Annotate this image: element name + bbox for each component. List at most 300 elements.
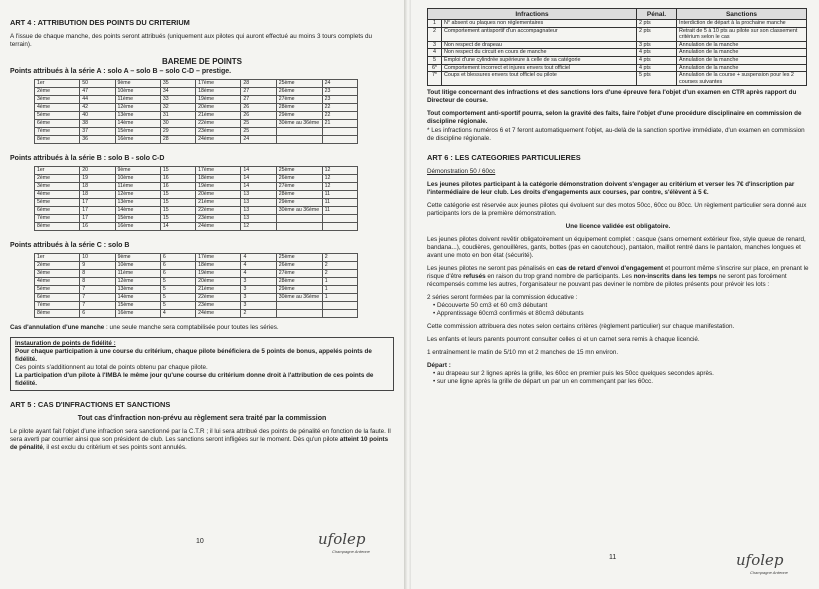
serie-b-table bbox=[34, 166, 358, 231]
rank-cell: 15ème bbox=[115, 128, 160, 136]
rank-cell: 6ème bbox=[35, 207, 80, 215]
rank-cell: 24ème bbox=[196, 136, 241, 144]
rank-cell: 26ème bbox=[276, 88, 322, 96]
serie-b-title: Points attribués à la série B : solo B - solo C-D bbox=[10, 155, 165, 162]
table-row bbox=[35, 286, 358, 294]
points-cell: 22 bbox=[322, 104, 357, 112]
annulation-label: Cas d'annulation d'une manche bbox=[10, 324, 105, 331]
points-cell: 27 bbox=[241, 96, 276, 104]
art5-subtitle: Tout cas d'infraction non-prévu au règlement sera traité par la commission bbox=[77, 415, 327, 422]
points-cell: 3 bbox=[241, 286, 276, 294]
table-row bbox=[35, 270, 358, 278]
rank-cell: 13ème bbox=[115, 199, 160, 207]
points-cell: 4 bbox=[160, 310, 195, 318]
table-row bbox=[35, 223, 358, 231]
fidelite-title: Instauration de points de fidélité : bbox=[15, 340, 116, 347]
points-cell: 18 bbox=[80, 191, 115, 199]
points-cell: 28 bbox=[241, 80, 276, 88]
rank-cell: 18ème bbox=[196, 88, 241, 96]
penalty-cell: 3 pts bbox=[637, 41, 677, 49]
rank-cell: 5ème bbox=[35, 112, 80, 120]
points-cell: 16 bbox=[80, 223, 115, 231]
table-row bbox=[35, 167, 358, 175]
points-cell: 6 bbox=[160, 270, 195, 278]
header-infractions: Infractions bbox=[428, 9, 637, 20]
table-row bbox=[428, 49, 807, 57]
rank-cell: 26ème bbox=[276, 262, 322, 270]
infraction-number: 6* bbox=[428, 64, 442, 72]
infraction-label: Emploi d'une cylindrée supérieure à celle de sa catégorie bbox=[442, 56, 637, 64]
rank-cell: 10ème bbox=[115, 175, 160, 183]
depart-list bbox=[433, 370, 809, 386]
ufolep-logo-left: ufolep bbox=[318, 530, 366, 548]
points-cell: 14 bbox=[241, 175, 276, 183]
points-cell: 27 bbox=[241, 88, 276, 96]
points-cell: 37 bbox=[80, 128, 115, 136]
penal-b: cas de retard d'envoi d'engagement bbox=[556, 265, 664, 273]
table-row bbox=[428, 56, 807, 64]
art4-title: ART 4 : ATTRIBUTION DES POINTS DU CRITERIUM bbox=[10, 18, 190, 27]
ufolep-logo-sub-left: Champagne Ardenne bbox=[332, 549, 370, 554]
rank-cell: 2ème bbox=[35, 262, 80, 270]
rank-cell bbox=[276, 136, 322, 144]
points-cell: 8 bbox=[80, 270, 115, 278]
table-row bbox=[35, 191, 358, 199]
table-row bbox=[35, 207, 358, 215]
penal-c: et pourront même s'inscrire sur place, en prenant le risque d'être bbox=[427, 265, 809, 281]
serie-a-table bbox=[34, 79, 358, 144]
art5-title: ART 5 : CAS D'INFRACTIONS ET SANCTIONS bbox=[10, 400, 171, 409]
rank-cell: 19ème bbox=[196, 270, 241, 278]
annulation bbox=[10, 324, 394, 332]
points-cell: 38 bbox=[80, 120, 115, 128]
rank-cell: 8ème bbox=[35, 223, 80, 231]
serie-c-title: Points attribués à la série C : solo B bbox=[10, 242, 130, 249]
rank-cell: 13ème bbox=[115, 286, 160, 294]
rank-cell: 30ème au 36ème bbox=[276, 294, 322, 302]
table-row bbox=[428, 72, 807, 86]
rank-cell: 27ème bbox=[276, 183, 322, 191]
fidelite-box bbox=[10, 337, 394, 391]
art5-text-bold: atteint 10 points de pénalité bbox=[10, 436, 389, 451]
points-cell: 8 bbox=[80, 278, 115, 286]
rank-cell: 22ème bbox=[196, 120, 241, 128]
points-cell: 4 bbox=[241, 254, 276, 262]
rank-cell: 6ème bbox=[35, 120, 80, 128]
note: * Les infractions numéros 6 et 7 feront automatiquement l'objet, au-delà de la sanction sportive immédiate, d'un examen en commission de discipline régionale. bbox=[427, 127, 805, 143]
points-cell: 15 bbox=[160, 191, 195, 199]
penalty-cell: 2 pts bbox=[637, 27, 677, 41]
series-item: • Découverte 50 cm3 et 60 cm3 débutant bbox=[433, 302, 809, 310]
points-cell: 16 bbox=[160, 183, 195, 191]
rank-cell: 4ème bbox=[35, 278, 80, 286]
rank-cell: 13ème bbox=[115, 112, 160, 120]
rank-cell: 15ème bbox=[115, 215, 160, 223]
points-cell: 7 bbox=[80, 286, 115, 294]
sanction-cell: Interdiction de départ à la prochaine manche bbox=[677, 20, 807, 28]
points-cell: 22 bbox=[322, 112, 357, 120]
rank-cell: 20ème bbox=[196, 278, 241, 286]
rank-cell bbox=[276, 302, 322, 310]
points-cell: 3 bbox=[241, 302, 276, 310]
sanction-cell: Annulation de la manche bbox=[677, 64, 807, 72]
penalty-cell: 2 pts bbox=[637, 20, 677, 28]
points-cell: 11 bbox=[322, 207, 357, 215]
points-cell: 3 bbox=[241, 294, 276, 302]
page-number-left: 10 bbox=[196, 538, 204, 545]
rank-cell: 20ème bbox=[196, 104, 241, 112]
infraction-label: Coups et blessures envers tout officiel ou pilote bbox=[442, 72, 637, 86]
table-row bbox=[428, 64, 807, 72]
penalty-cell: 4 pts bbox=[637, 64, 677, 72]
penal-g: ne seront pas forcément récompensés comme les autres, l'organisateur ne pouvant pas deviner le nombre de pilotes présents pour prévoir les lots : bbox=[427, 273, 787, 289]
points-cell: 20 bbox=[80, 167, 115, 175]
rank-cell: 11ème bbox=[115, 270, 160, 278]
art5-text bbox=[10, 428, 394, 452]
rank-cell: 23ème bbox=[196, 128, 241, 136]
rank-cell: 21ème bbox=[196, 199, 241, 207]
rank-cell: 29ème bbox=[276, 286, 322, 294]
points-cell: 14 bbox=[241, 183, 276, 191]
infraction-number: 3 bbox=[428, 41, 442, 49]
carnet: Les enfants et leurs parents pourront consulter celles ci et un carnet sera remis à chaque licencié. bbox=[427, 336, 700, 344]
table-row bbox=[35, 278, 358, 286]
points-cell: 4 bbox=[241, 262, 276, 270]
rank-cell: 27ème bbox=[276, 96, 322, 104]
infraction-label: Non respect du circuit en cours de manche bbox=[442, 49, 637, 57]
points-cell: 44 bbox=[80, 96, 115, 104]
licence: Une licence validée est obligatoire. bbox=[565, 223, 671, 231]
infractions-table bbox=[427, 8, 807, 86]
rank-cell: 14ème bbox=[115, 294, 160, 302]
sanction-cell: Annulation de la manche bbox=[677, 49, 807, 57]
points-cell: 2 bbox=[241, 310, 276, 318]
rank-cell: 9ème bbox=[115, 167, 160, 175]
points-cell: 17 bbox=[80, 199, 115, 207]
depart-item: • sur une ligne après la grille de départ un par un en commençant par les 60cc. bbox=[433, 378, 809, 386]
rank-cell: 20ème bbox=[196, 191, 241, 199]
rank-cell: 3ème bbox=[35, 96, 80, 104]
infraction-label: N° absent ou plaques non réglementaires bbox=[442, 20, 637, 28]
ufolep-logo-sub-right: Champagne Ardenne bbox=[750, 570, 788, 575]
rank-cell: 25ème bbox=[276, 167, 322, 175]
bareme-title: BAREME DE POINTS bbox=[161, 57, 242, 66]
series-intro: 2 séries seront formées par la commission éducative : bbox=[427, 294, 578, 302]
points-cell: 32 bbox=[160, 104, 195, 112]
ufolep-logo-right: ufolep bbox=[736, 551, 784, 569]
rank-cell: 2ème bbox=[35, 88, 80, 96]
rank-cell: 8ème bbox=[35, 136, 80, 144]
rank-cell: 23ème bbox=[196, 215, 241, 223]
rank-cell bbox=[276, 223, 322, 231]
equipement: Les jeunes pilotes doivent revêtir obligatoirement un équipement complet : casque (sans ornement extérieur fixe, style queue de renard, bandana...), coudières, genouillères, gants, bottes (pas en caoutchouc), pantalon, maillot rentré dans le pantalon, manches longues et avant une moto en bon état (sécurité). bbox=[427, 236, 806, 260]
points-cell: 2 bbox=[322, 262, 357, 270]
points-cell: 25 bbox=[241, 128, 276, 136]
rank-cell: 22ème bbox=[196, 207, 241, 215]
rank-cell: 4ème bbox=[35, 104, 80, 112]
rank-cell: 10ème bbox=[115, 262, 160, 270]
points-cell: 15 bbox=[160, 167, 195, 175]
points-cell: 7 bbox=[80, 294, 115, 302]
rank-cell: 28ème bbox=[276, 104, 322, 112]
points-cell: 42 bbox=[80, 104, 115, 112]
infraction-number: 2 bbox=[428, 27, 442, 41]
rank-cell bbox=[276, 128, 322, 136]
points-cell: 47 bbox=[80, 88, 115, 96]
rank-cell bbox=[276, 215, 322, 223]
table-row bbox=[35, 88, 358, 96]
points-cell: 5 bbox=[160, 286, 195, 294]
rank-cell: 1er bbox=[35, 80, 80, 88]
points-cell: 6 bbox=[160, 262, 195, 270]
rank-cell: 16ème bbox=[115, 223, 160, 231]
infraction-number: 1 bbox=[428, 20, 442, 28]
table-row bbox=[428, 27, 807, 41]
rank-cell: 5ème bbox=[35, 199, 80, 207]
points-cell: 36 bbox=[80, 136, 115, 144]
demo-bold: Les jeunes pilotes participant à la catégorie démonstration doivent s'engager au critérium et verser les 7€ d'inscription par l'intermédiaire de leur club. Les droits d'engagements aux courses, par contre, s'élèvent à 5 €. bbox=[427, 181, 795, 197]
points-cell: 12 bbox=[241, 223, 276, 231]
rank-cell: 5ème bbox=[35, 286, 80, 294]
points-cell: 18 bbox=[80, 183, 115, 191]
sanction-cell: Annulation de la manche bbox=[677, 56, 807, 64]
points-cell: 19 bbox=[80, 175, 115, 183]
penalty-cell: 4 pts bbox=[637, 56, 677, 64]
points-cell bbox=[322, 302, 357, 310]
points-cell: 24 bbox=[241, 136, 276, 144]
points-cell: 23 bbox=[322, 96, 357, 104]
penalty-cell: 4 pts bbox=[637, 49, 677, 57]
table-row bbox=[35, 262, 358, 270]
table-row bbox=[35, 96, 358, 104]
table-row bbox=[35, 112, 358, 120]
rank-cell: 1er bbox=[35, 254, 80, 262]
points-cell: 50 bbox=[80, 80, 115, 88]
points-cell: 13 bbox=[241, 215, 276, 223]
table-row bbox=[35, 294, 358, 302]
rank-cell: 28ème bbox=[276, 191, 322, 199]
rank-cell: 10ème bbox=[115, 88, 160, 96]
depart-title: Départ : bbox=[427, 362, 451, 370]
rank-cell: 23ème bbox=[196, 302, 241, 310]
points-cell: 34 bbox=[160, 88, 195, 96]
points-cell: 28 bbox=[160, 136, 195, 144]
points-cell: 4 bbox=[241, 270, 276, 278]
rank-cell: 27ème bbox=[276, 270, 322, 278]
points-cell: 11 bbox=[322, 191, 357, 199]
points-cell: 14 bbox=[241, 167, 276, 175]
rank-cell: 19ème bbox=[196, 183, 241, 191]
rank-cell: 11ème bbox=[115, 183, 160, 191]
rank-cell: 30ème au 36ème bbox=[276, 207, 322, 215]
table-row bbox=[35, 183, 358, 191]
rank-cell: 14ème bbox=[115, 207, 160, 215]
infraction-number: 4 bbox=[428, 49, 442, 57]
rank-cell: 9ème bbox=[115, 254, 160, 262]
table-row bbox=[35, 254, 358, 262]
penal-e: en raison du trop grand nombre de participants. Les bbox=[485, 273, 634, 281]
points-cell: 15 bbox=[160, 207, 195, 215]
points-cell: 26 bbox=[241, 112, 276, 120]
points-cell: 1 bbox=[322, 286, 357, 294]
points-cell bbox=[322, 128, 357, 136]
points-cell: 13 bbox=[241, 199, 276, 207]
rank-cell: 3ème bbox=[35, 183, 80, 191]
serie-a-title: Points attribués à la série A : solo A – solo B – solo C-D – prestige. bbox=[10, 68, 232, 75]
litige: Tout litige concernant des infractions et des sanctions lors d'une épreuve fera l'objet d'un examen en CTR après rapport du Directeur de course. bbox=[427, 89, 797, 105]
rank-cell: 2ème bbox=[35, 175, 80, 183]
points-cell: 2 bbox=[322, 270, 357, 278]
rank-cell: 12ème bbox=[115, 191, 160, 199]
points-cell: 13 bbox=[241, 191, 276, 199]
rank-cell: 3ème bbox=[35, 270, 80, 278]
infraction-label: Non respect de drapeau bbox=[442, 41, 637, 49]
points-cell: 26 bbox=[241, 104, 276, 112]
points-cell: 5 bbox=[160, 294, 195, 302]
rank-cell: 7ème bbox=[35, 302, 80, 310]
points-cell: 17 bbox=[80, 215, 115, 223]
rank-cell: 16ème bbox=[115, 310, 160, 318]
rank-cell: 25ème bbox=[276, 254, 322, 262]
entrainement: 1 entraînement le matin de 5/10 mn et 2 manches de 15 mn environ. bbox=[427, 349, 619, 357]
rank-cell: 17ème bbox=[196, 80, 241, 88]
points-cell: 35 bbox=[160, 80, 195, 88]
sanction-cell: Annulation de la manche bbox=[677, 41, 807, 49]
points-cell: 15 bbox=[160, 215, 195, 223]
rank-cell: 18ème bbox=[196, 175, 241, 183]
header-sanctions: Sanctions bbox=[677, 9, 807, 20]
rank-cell: 16ème bbox=[115, 136, 160, 144]
points-cell: 6 bbox=[160, 254, 195, 262]
rank-cell: 7ème bbox=[35, 128, 80, 136]
art6-title: ART 6 : LES CATEGORIES PARTICULIERES bbox=[427, 153, 581, 163]
demo-title: Démonstration 50 / 60cc bbox=[427, 168, 496, 176]
table-row bbox=[35, 302, 358, 310]
points-cell: 7 bbox=[80, 302, 115, 310]
infraction-number: 7* bbox=[428, 72, 442, 86]
table-row bbox=[35, 80, 358, 88]
infraction-label: Comportement incorrect et injures envers tout officiel bbox=[442, 64, 637, 72]
table-row bbox=[35, 199, 358, 207]
points-cell: 17 bbox=[80, 207, 115, 215]
fidelite-line-3: La participation d'un pilote à l'IMBA le même jour qu'une course du critérium donne droit à l'attribution de ces points de fidélité. bbox=[15, 372, 374, 387]
commission: Cette commission attribuera des notes selon certains critères (règlement particulier) sur chaque manifestation. bbox=[427, 323, 735, 331]
rank-cell: 17ème bbox=[196, 254, 241, 262]
points-cell bbox=[322, 215, 357, 223]
rank-cell: 28ème bbox=[276, 278, 322, 286]
page-number-right: 11 bbox=[609, 554, 617, 561]
series-list bbox=[433, 302, 809, 318]
points-cell: 3 bbox=[241, 278, 276, 286]
table-row bbox=[35, 104, 358, 112]
points-cell: 40 bbox=[80, 112, 115, 120]
points-cell bbox=[322, 310, 357, 318]
rank-cell: 21ème bbox=[196, 112, 241, 120]
rank-cell: 22ème bbox=[196, 294, 241, 302]
rank-cell: 30ème au 36ème bbox=[276, 120, 322, 128]
rank-cell: 24ème bbox=[196, 310, 241, 318]
table-row bbox=[35, 120, 358, 128]
penal-f: non-inscrits dans les temps bbox=[633, 273, 717, 281]
series-item: • Apprentissage 60cm3 confirmés et 80cm3 débutants bbox=[433, 310, 809, 318]
rank-cell: 4ème bbox=[35, 191, 80, 199]
antisportif: Tout comportement anti-sportif pourra, selon la gravité des faits, faire l'objet d'une procédure disciplinaire en commission de discipline régionale. bbox=[427, 110, 802, 126]
rank-cell: 9ème bbox=[115, 80, 160, 88]
points-cell: 12 bbox=[322, 175, 357, 183]
rank-cell: 17ème bbox=[196, 167, 241, 175]
points-cell: 24 bbox=[322, 80, 357, 88]
points-cell: 6 bbox=[80, 310, 115, 318]
demo-text: Cette catégorie est réservée aux jeunes pilotes qui évoluent sur des motos 50cc, 60cc ou 80cc. Un règlement particulier sera donné aux participants lors de la première démonstration. bbox=[427, 202, 807, 218]
rank-cell: 8ème bbox=[35, 310, 80, 318]
points-cell: 15 bbox=[160, 199, 195, 207]
points-cell: 25 bbox=[241, 120, 276, 128]
rank-cell: 12ème bbox=[115, 278, 160, 286]
points-cell: 33 bbox=[160, 96, 195, 104]
rank-cell: 25ème bbox=[276, 80, 322, 88]
left-page bbox=[0, 0, 408, 589]
table-row bbox=[35, 310, 358, 318]
art4-intro: A l'issue de chaque manche, des points seront attribués (uniquement aux pilotes qui auront effectué au moins 3 tours complets du terrain). bbox=[10, 33, 372, 48]
points-cell: 30 bbox=[160, 120, 195, 128]
rank-cell: 14ème bbox=[115, 120, 160, 128]
rank-cell: 15ème bbox=[115, 302, 160, 310]
penalty-cell: 5 pts bbox=[637, 72, 677, 86]
points-cell bbox=[322, 223, 357, 231]
points-cell: 29 bbox=[160, 128, 195, 136]
points-cell: 1 bbox=[322, 278, 357, 286]
rank-cell: 29ème bbox=[276, 112, 322, 120]
rank-cell: 18ème bbox=[196, 262, 241, 270]
points-cell: 10 bbox=[80, 254, 115, 262]
depart-item: • au drapeau sur 2 lignes après la grille, les 60cc en premier puis les 50cc quelques secondes après. bbox=[433, 370, 809, 378]
points-cell: 5 bbox=[160, 278, 195, 286]
rank-cell: 29ème bbox=[276, 199, 322, 207]
penal-d: refusés bbox=[463, 273, 486, 281]
right-page bbox=[411, 0, 819, 589]
fidelite-line-1: Pour chaque participation à une course du critérium, chaque pilote bénéficiera de 5 points de bonus, appelés points de fidélité. bbox=[15, 348, 372, 363]
rank-cell: 19ème bbox=[196, 96, 241, 104]
table-row bbox=[35, 175, 358, 183]
rank-cell: 24ème bbox=[196, 223, 241, 231]
points-cell: 1 bbox=[322, 294, 357, 302]
points-cell: 23 bbox=[322, 88, 357, 96]
annulation-text: : une seule manche sera comptabilisée pour toutes les séries. bbox=[104, 324, 279, 331]
table-row bbox=[35, 215, 358, 223]
points-cell: 14 bbox=[160, 223, 195, 231]
points-cell: 13 bbox=[241, 207, 276, 215]
penal-a: Les jeunes pilotes ne seront pas pénalisés en bbox=[427, 265, 557, 273]
rank-cell: 6ème bbox=[35, 294, 80, 302]
sanction-cell: Retrait de 5 à 10 pts au pilote sur son classement critérium selon le cas bbox=[677, 27, 807, 41]
points-cell: 5 bbox=[160, 302, 195, 310]
sanction-cell: Annulation de la course + suspension pour les 2 courses suivantes bbox=[677, 72, 807, 86]
infraction-label: Comportement antisportif d'un accompagnateur bbox=[442, 27, 637, 41]
rank-cell: 21ème bbox=[196, 286, 241, 294]
points-cell: 21 bbox=[322, 120, 357, 128]
art5-text-start: Le pilote ayant fait l'objet d'une infraction sera sanctionné par la C.T.R ; il lui sera attribué des points de pénalité en fonction de la faute. Il sera averti par courrier ainsi que son président de club. Les sanctions seront infligées sur le moment. Dès qu'un pilote bbox=[10, 428, 391, 443]
infraction-number: 5 bbox=[428, 56, 442, 64]
table-row bbox=[35, 128, 358, 136]
rank-cell bbox=[276, 310, 322, 318]
points-cell: 9 bbox=[80, 262, 115, 270]
table-row bbox=[428, 20, 807, 28]
fidelite-line-2: Ces points s'additionnent au total de points obtenu par chaque pilote. bbox=[15, 364, 208, 371]
points-cell: 12 bbox=[322, 167, 357, 175]
rank-cell: 26ème bbox=[276, 175, 322, 183]
art5-text-end: , il est exclu du critérium et ses points sont annulés. bbox=[42, 444, 187, 451]
table-row bbox=[35, 136, 358, 144]
